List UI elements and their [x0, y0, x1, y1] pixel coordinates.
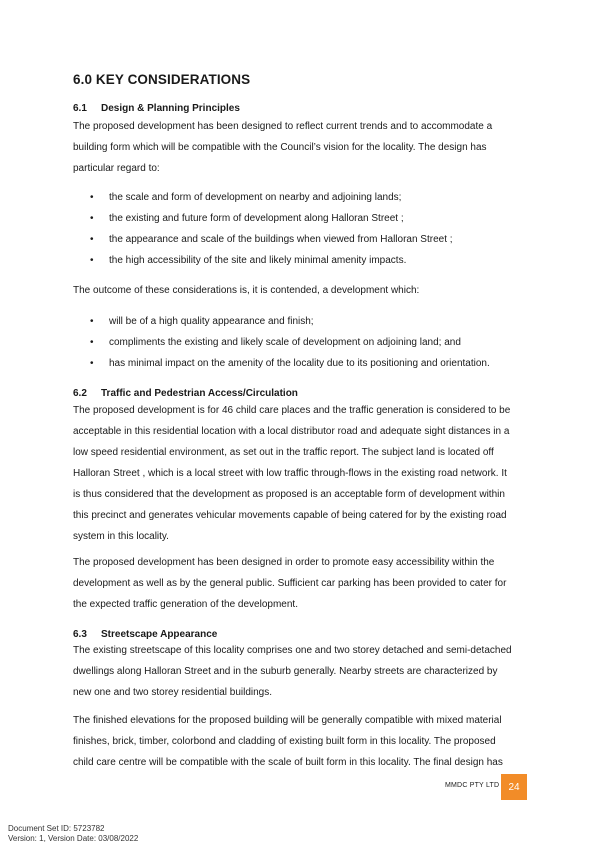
- text-line: Halloran Street , which is a local street with low traffic through-flows in the existing road network. It: [73, 468, 507, 479]
- page-number-badge: 24: [501, 774, 527, 800]
- document-version: Version: 1, Version Date: 03/08/2022: [8, 834, 139, 843]
- list-item: [73, 353, 523, 374]
- text-line: the expected traffic generation of the development.: [73, 599, 298, 610]
- subsection-heading-6-2: [73, 388, 298, 399]
- list-item-text: the high accessibility of the site and likely minimal amenity impacts.: [109, 255, 407, 266]
- design-intro-paragraph: [73, 116, 523, 179]
- list-item: [73, 311, 523, 332]
- list-item: [73, 208, 523, 229]
- subsection-number: 6.2: [73, 388, 87, 399]
- outcome-list: [73, 311, 523, 374]
- list-item-text: will be of a high quality appearance and finish;: [109, 316, 314, 327]
- streetscape-paragraph-2: [73, 710, 523, 773]
- list-item-text: the appearance and scale of the buildings when viewed from Halloran Street ;: [109, 234, 453, 245]
- text-line: system in this locality.: [73, 531, 169, 542]
- text-line: The proposed development has been designed in order to promote easy accessibility within the: [73, 557, 495, 568]
- list-item-text: compliments the existing and likely scale of development on adjoining land; and: [109, 337, 461, 348]
- bullet-icon: •: [90, 358, 94, 369]
- bullet-icon: •: [90, 255, 94, 266]
- document-set-id: Document Set ID: 5723782: [8, 824, 105, 833]
- text-line: is thus considered that the development as proposed is an acceptable form of development within: [73, 489, 505, 500]
- text-line: The finished elevations for the proposed building will be generally compatible with mixed material: [73, 715, 502, 726]
- text-line: finishes, brick, timber, colorbond and cladding of existing built form in this locality. The proposed: [73, 736, 496, 747]
- text-line: particular regard to:: [73, 163, 160, 174]
- subsection-heading-6-3: [73, 629, 217, 640]
- bullet-icon: •: [90, 337, 94, 348]
- bullet-icon: •: [90, 192, 94, 203]
- text-line: The proposed development has been designed to reflect current trends and to accommodate a: [73, 121, 493, 132]
- list-item-text: has minimal impact on the amenity of the locality due to its positioning and orientation.: [109, 358, 490, 369]
- document-metadata: [8, 824, 138, 844]
- text-line: The outcome of these considerations is, it is contended, a development which:: [73, 285, 420, 296]
- subsection-number: 6.1: [73, 103, 87, 114]
- list-item: [73, 332, 523, 353]
- text-line: child care centre will be compatible with the scale of built form in this locality. The final design has: [73, 757, 503, 768]
- text-line: new one and two storey residential buildings.: [73, 687, 273, 698]
- footer-company-name: MMDC PTY LTD: [445, 782, 500, 789]
- subsection-title: Traffic and Pedestrian Access/Circulation: [101, 388, 298, 399]
- traffic-paragraph-1: [73, 400, 523, 547]
- streetscape-paragraph-1: [73, 640, 523, 703]
- section-title: 6.0 KEY CONSIDERATIONS: [73, 72, 251, 87]
- subsection-number: 6.3: [73, 629, 87, 640]
- subsection-title: Streetscape Appearance: [101, 629, 218, 640]
- text-line: dwellings along Halloran Street and in the suburb generally. Nearby streets are characterized by: [73, 666, 498, 677]
- design-regard-list: [73, 187, 523, 271]
- list-item-text: the existing and future form of development along Halloran Street ;: [109, 213, 404, 224]
- traffic-paragraph-2: [73, 552, 523, 615]
- text-line: The proposed development is for 46 child care places and the traffic generation is considered to be: [73, 405, 511, 416]
- bullet-icon: •: [90, 316, 94, 327]
- subsection-title: Design & Planning Principles: [101, 103, 240, 114]
- bullet-icon: •: [90, 213, 94, 224]
- list-item: [73, 250, 523, 271]
- outcome-paragraph: [73, 280, 523, 301]
- text-line: this precinct and generates vehicular movements capable of being catered for by the existing road: [73, 510, 507, 521]
- text-line: building form which will be compatible with the Council’s vision for the locality. The design has: [73, 142, 487, 153]
- text-line: development as well as by the general public. Sufficient car parking has been provided to cater for: [73, 578, 507, 589]
- list-item: [73, 187, 523, 208]
- bullet-icon: •: [90, 234, 94, 245]
- text-line: low speed residential environment, as set out in the traffic report. The subject land is located off: [73, 447, 494, 458]
- subsection-heading-6-1: [73, 103, 240, 114]
- list-item: [73, 229, 523, 250]
- text-line: The existing streetscape of this locality comprises one and two storey detached and semi-detached: [73, 645, 512, 656]
- list-item-text: the scale and form of development on nearby and adjoining lands;: [109, 192, 402, 203]
- text-line: acceptable in this residential location with a local distributor road and adequate sight distances in a: [73, 426, 510, 437]
